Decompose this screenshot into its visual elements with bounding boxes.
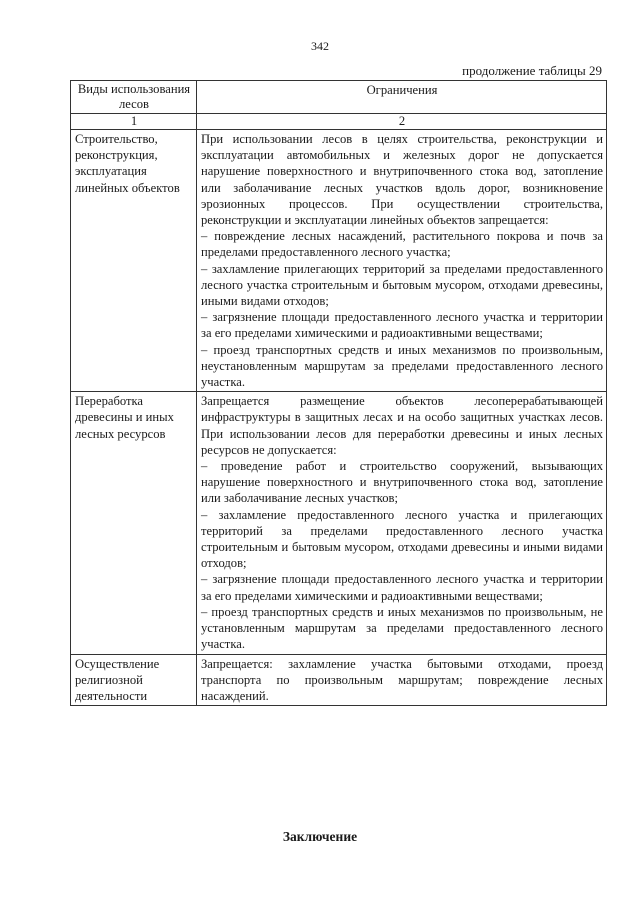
table-header-row [71,81,607,114]
restrictions-cell [197,130,607,392]
restriction-paragraph: – загрязнение площади предоставленного лесного участка и территории за его пределами химическими и радиоактивными веществами; [201,310,603,341]
forest-use-type-cell: Осуществление религиозной деятельности [71,654,197,706]
restriction-paragraph: Запрещается: захламление участка бытовыми отходами, проезд транспорта по произвольным маршрутам; повреждение лесных насаждений. [201,656,603,703]
conclusion-heading: Заключение [282,829,358,844]
forest-use-type-cell: Переработка древесины и иных лесных ресурсов [71,392,197,654]
header-restrictions: Ограничения [197,81,607,114]
table-row [71,130,607,392]
table-row [71,392,607,654]
restriction-paragraph: – повреждение лесных насаждений, растительного покрова и почв за пределами предоставленного лесного участка; [201,229,603,260]
column-number-2: 2 [197,114,607,130]
page-number: 342 [311,39,329,53]
table-column-numbers-row [71,114,607,130]
restriction-paragraph: – захламление прилегающих территорий за пределами предоставленного лесного участка строительным и бытовым мусором, отходами древесины, иными видами отходов; [201,261,603,309]
restriction-paragraph: – проезд транспортных средств и иных механизмов по произвольным, не установленным маршрутам за пределами предоставленного лесного участка. [201,604,603,652]
restrictions-table [70,80,607,706]
table-continuation-label: продолжение таблицы 29 [462,63,602,78]
restriction-paragraph: Запрещается размещение объектов лесоперерабатывающей инфраструктуры в защитных лесах и на особо защитных участках лесов. При использовании лесов для переработки древесины и иных лесных ресурсов не допускается: [201,394,603,457]
forest-use-type-cell: Строительство, реконструкция, эксплуатация линейных объектов [71,130,197,392]
restriction-paragraph: – загрязнение площади предоставленного лесного участка и территории за его пределами химическими и радиоактивными веществами; [201,572,603,603]
header-forest-use-types: Виды использования лесов [71,81,197,114]
restriction-paragraph: – проезд транспортных средств и иных механизмов по произвольным, неустановленным маршрутам за пределами предоставленного лесного участка. [201,342,603,390]
restrictions-cell [197,392,607,654]
restriction-paragraph: – проведение работ и строительство сооружений, вызывающих нарушение поверхностного и внутрипочвенного стока вод, затопление или заболачивание лесных участков; [201,459,603,506]
column-number-1: 1 [71,114,197,130]
restriction-paragraph: – захламление предоставленного лесного участка и прилегающих территорий за пределами предоставленного лесного участка строительным и бытовым мусором, отходами древесины и иными видами отходов; [201,507,603,571]
restriction-paragraph: При использовании лесов в целях строительства, реконструкции и эксплуатации автомобильных и железных дорог не допускается нарушение поверхностного и внутрипочвенного стока вод, затопление или заболачивание лесных участков вдоль дорог, возникновение эрозионных процессов. При осуществлении строительства, реконструкции и эксплуатации линейных объектов запрещается: [201,132,603,228]
table-row [71,654,607,706]
restrictions-cell [197,654,607,706]
